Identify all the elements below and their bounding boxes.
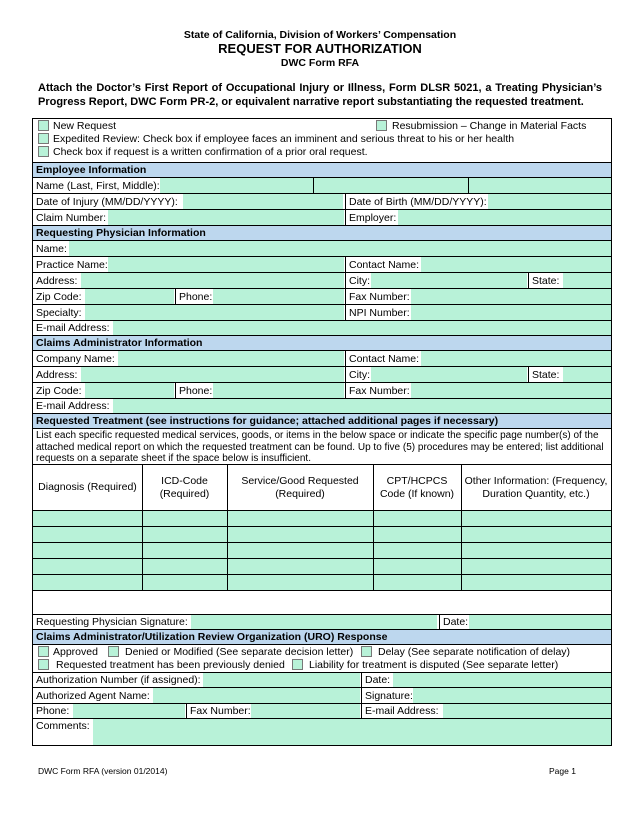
treatment-table-header xyxy=(33,465,611,511)
administrator-email-row xyxy=(33,399,611,414)
diagnosis-cell[interactable] xyxy=(33,543,142,558)
oral-confirmation-checkbox[interactable] xyxy=(38,146,49,157)
administrator-phone-label: Phone: xyxy=(176,383,212,398)
treatment-instructions: List each specific requested medical services, goods, or items in the below space or indicate the specific page number(s) of the attached medical report on which the requested treatment can be found. Up to five (5) procedures may be entered; list additional requests on a separate sheet if the space below is insufficient. xyxy=(33,429,611,465)
resubmission-checkbox[interactable] xyxy=(376,120,387,131)
rfa-form xyxy=(32,118,612,746)
physician-name-label: Name: xyxy=(33,241,67,256)
physician-email-row xyxy=(33,321,611,336)
claim-number-field[interactable] xyxy=(108,210,344,225)
treatment-spacer xyxy=(33,591,611,615)
employer-field[interactable] xyxy=(398,210,611,225)
agent-signature-label: Signature: xyxy=(362,688,413,703)
icd-code-cell[interactable] xyxy=(142,511,227,526)
diagnosis-cell[interactable] xyxy=(33,527,142,542)
administrator-fax-label: Fax Number: xyxy=(346,383,410,398)
physician-signature-row xyxy=(33,615,611,630)
denied-checkbox[interactable] xyxy=(108,646,119,657)
cpt-code-cell[interactable] xyxy=(373,575,461,590)
employee-section-header: Employee Information xyxy=(33,163,611,178)
physician-signature-label: Requesting Physician Signature: xyxy=(33,615,188,629)
administrator-email-field[interactable] xyxy=(113,399,611,413)
date-of-birth-label: Date of Birth (MM/DD/YYYY): xyxy=(346,194,487,209)
cpt-code-cell[interactable] xyxy=(373,511,461,526)
treatment-row xyxy=(33,543,611,559)
other-info-cell[interactable] xyxy=(461,511,611,526)
employee-dates-row xyxy=(33,194,611,210)
treatment-row xyxy=(33,575,611,591)
response-date-field[interactable] xyxy=(393,673,611,687)
icd-code-cell[interactable] xyxy=(142,559,227,574)
claim-number-label: Claim Number: xyxy=(33,210,106,225)
col-cpt-hcpcs: CPT/HCPCS Code (If known) xyxy=(379,474,455,500)
administrator-city-label: City: xyxy=(346,367,370,382)
employer-label: Employer: xyxy=(346,210,396,225)
physician-state-label: State: xyxy=(529,273,559,288)
resubmission-label: Resubmission – Change in Material Facts xyxy=(392,120,587,132)
employee-name-field[interactable] xyxy=(158,178,611,193)
date-of-injury-label: Date of Injury (MM/DD/YYYY): xyxy=(33,194,178,209)
delay-label: Delay (See separate notification of delay) xyxy=(378,646,571,658)
physician-name-field[interactable] xyxy=(69,241,611,256)
npi-number-field[interactable] xyxy=(411,305,611,320)
form-title: REQUEST FOR AUTHORIZATION xyxy=(218,41,422,56)
administrator-state-label: State: xyxy=(529,367,559,382)
col-service-requested: Service/Good Requested (Required) xyxy=(241,474,359,500)
liability-disputed-label: Liability for treatment is disputed (See separate letter) xyxy=(309,659,559,671)
treatment-row xyxy=(33,559,611,575)
physician-contact-name-label: Contact Name: xyxy=(346,257,419,272)
treatment-row xyxy=(33,527,611,543)
other-info-cell[interactable] xyxy=(461,559,611,574)
previously-denied-label: Requested treatment has been previously denied xyxy=(56,659,285,671)
physician-fax-field[interactable] xyxy=(411,289,611,304)
expedited-review-checkbox[interactable] xyxy=(38,133,49,144)
treatment-section-header: Requested Treatment (see instructions for guidance; attached additional pages if necessary) xyxy=(33,414,611,429)
other-info-cell[interactable] xyxy=(461,575,611,590)
denied-label: Denied or Modified (See separate decision letter) xyxy=(125,646,354,658)
new-request-checkbox[interactable] xyxy=(38,120,49,131)
administrator-section-header: Claims Administrator Information xyxy=(33,336,611,351)
icd-code-cell[interactable] xyxy=(142,543,227,558)
signature-date-field[interactable] xyxy=(469,615,611,629)
practice-name-label: Practice Name: xyxy=(33,257,108,272)
specialty-field[interactable] xyxy=(85,305,344,320)
service-cell[interactable] xyxy=(227,527,373,542)
physician-contact-name-field[interactable] xyxy=(421,257,611,272)
service-cell[interactable] xyxy=(227,575,373,590)
physician-email-field[interactable] xyxy=(113,321,611,335)
other-info-cell[interactable] xyxy=(461,527,611,542)
signature-date-label: Date: xyxy=(440,615,468,629)
administrator-state-field[interactable] xyxy=(563,367,611,382)
new-request-label: New Request xyxy=(53,120,117,132)
physician-address-row xyxy=(33,273,611,289)
physician-fax-label: Fax Number: xyxy=(346,289,410,304)
agent-name-label: Authorized Agent Name: xyxy=(33,688,150,703)
diagnosis-cell[interactable] xyxy=(33,511,142,526)
response-phone-field[interactable] xyxy=(73,704,185,718)
administrator-fax-field[interactable] xyxy=(411,383,611,398)
other-info-cell[interactable] xyxy=(461,543,611,558)
physician-practice-row xyxy=(33,257,611,273)
administrator-zip-label: Zip Code: xyxy=(33,383,82,398)
physician-signature-field[interactable] xyxy=(191,615,437,629)
employee-claim-row xyxy=(33,210,611,226)
diagnosis-cell[interactable] xyxy=(33,575,142,590)
icd-code-cell[interactable] xyxy=(142,575,227,590)
physician-zip-field[interactable] xyxy=(85,289,174,304)
company-name-field[interactable] xyxy=(118,351,344,366)
date-of-birth-field[interactable] xyxy=(488,194,611,209)
diagnosis-cell[interactable] xyxy=(33,559,142,574)
physician-phone-field[interactable] xyxy=(213,289,344,304)
service-cell[interactable] xyxy=(227,543,373,558)
administrator-address-row xyxy=(33,367,611,383)
administrator-city-field[interactable] xyxy=(371,367,527,382)
administrator-contact-name-field[interactable] xyxy=(421,351,611,366)
response-phone-label: Phone: xyxy=(33,704,69,718)
previously-denied-checkbox[interactable] xyxy=(38,659,49,670)
date-of-injury-field[interactable] xyxy=(183,194,343,209)
physician-contact-row xyxy=(33,289,611,305)
physician-name-row xyxy=(33,241,611,257)
physician-section-header: Requesting Physician Information xyxy=(33,226,611,241)
icd-code-cell[interactable] xyxy=(142,527,227,542)
comments-label: Comments: xyxy=(33,719,90,745)
response-email-field[interactable] xyxy=(443,704,611,718)
authorization-row xyxy=(33,673,611,688)
comments-field[interactable] xyxy=(93,719,611,745)
col-other-information: Other Information: (Frequency, Duration Quantity, etc.) xyxy=(464,474,608,500)
treatment-row xyxy=(33,511,611,527)
liability-disputed-checkbox[interactable] xyxy=(292,659,303,670)
company-name-label: Company Name: xyxy=(33,351,115,366)
oral-confirmation-label: Check box if request is a written confirmation of a prior oral request. xyxy=(53,146,368,158)
npi-number-label: NPI Number: xyxy=(346,305,410,320)
service-cell[interactable] xyxy=(227,511,373,526)
request-type-block xyxy=(33,119,611,163)
administrator-company-row xyxy=(33,351,611,367)
physician-zip-label: Zip Code: xyxy=(33,289,82,304)
administrator-address-field[interactable] xyxy=(81,367,344,382)
physician-city-label: City: xyxy=(346,273,370,288)
form-subtitle: DWC Form RFA xyxy=(280,57,360,69)
delay-checkbox[interactable] xyxy=(361,646,372,657)
cpt-code-cell[interactable] xyxy=(373,543,461,558)
physician-specialty-row xyxy=(33,305,611,321)
comments-row xyxy=(33,719,611,745)
approved-label: Approved xyxy=(53,646,98,658)
page-number: Page 1 xyxy=(549,766,576,776)
col-diagnosis: Diagnosis (Required) xyxy=(38,481,137,493)
agent-name-field[interactable] xyxy=(153,688,360,703)
response-options xyxy=(33,645,611,673)
response-email-label: E-mail Address: xyxy=(362,704,439,718)
expedited-review-label: Expedited Review: Check box if employee faces an imminent and serious threat to his or her health xyxy=(53,133,515,145)
response-fax-field[interactable] xyxy=(251,704,360,718)
attachment-instructions: Attach the Doctor’s First Report of Occupational Injury or Illness, Form DLSR 5021, a Treating Physician’s Progress Report, DWC Form PR-2, or equivalent narrative report substantiating the requested treatment. xyxy=(38,82,602,108)
authorization-number-field[interactable] xyxy=(203,673,360,687)
response-contact-row xyxy=(33,704,611,719)
cpt-code-cell[interactable] xyxy=(373,527,461,542)
agent-signature-field[interactable] xyxy=(413,688,611,703)
administrator-contact-row xyxy=(33,383,611,399)
practice-name-field[interactable] xyxy=(108,257,344,272)
physician-city-field[interactable] xyxy=(371,273,527,288)
agent-row xyxy=(33,688,611,704)
physician-phone-label: Phone: xyxy=(176,289,212,304)
physician-state-field[interactable] xyxy=(563,273,611,288)
response-section-header: Claims Administrator/Utilization Review Organization (URO) Response xyxy=(33,630,611,645)
administrator-zip-field[interactable] xyxy=(85,383,174,398)
specialty-label: Specialty: xyxy=(33,305,82,320)
response-date-label: Date: xyxy=(362,673,390,687)
agency-title: State of California, Division of Workers’ Compensation xyxy=(183,29,457,41)
cpt-code-cell[interactable] xyxy=(373,559,461,574)
employee-name-label: Name (Last, First, Middle): xyxy=(33,178,160,193)
form-version: DWC Form RFA (version 01/2014) xyxy=(38,766,168,776)
employee-name-row xyxy=(33,178,611,194)
approved-checkbox[interactable] xyxy=(38,646,49,657)
service-cell[interactable] xyxy=(227,559,373,574)
physician-address-label: Address: xyxy=(33,273,77,288)
authorization-number-label: Authorization Number (if assigned): xyxy=(33,673,201,687)
administrator-address-label: Address: xyxy=(33,367,77,382)
physician-address-field[interactable] xyxy=(81,273,344,288)
administrator-phone-field[interactable] xyxy=(213,383,344,398)
physician-email-label: E-mail Address: xyxy=(33,321,110,335)
col-icd-code: ICD-Code (Required) xyxy=(159,474,210,500)
response-fax-label: Fax Number: xyxy=(187,704,251,718)
administrator-contact-name-label: Contact Name: xyxy=(346,351,419,366)
administrator-email-label: E-mail Address: xyxy=(33,399,110,413)
